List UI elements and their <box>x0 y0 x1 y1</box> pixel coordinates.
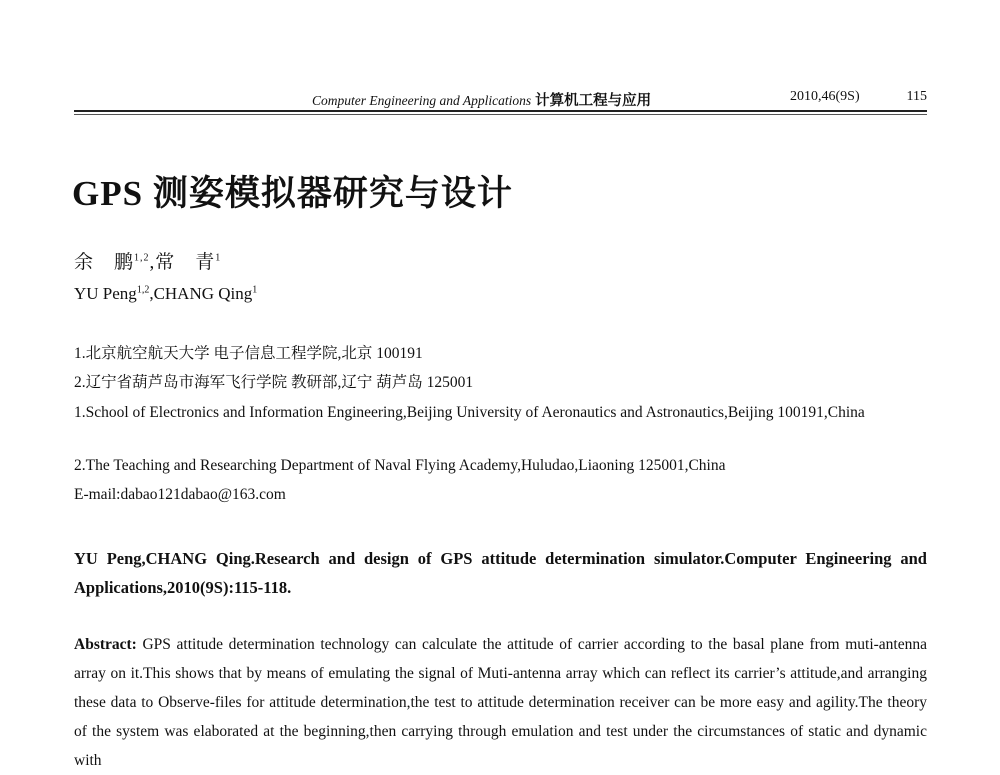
author1-en: YU Peng <box>74 284 137 303</box>
authors-en <box>74 284 257 304</box>
abstract <box>74 630 927 775</box>
affiliation-en-1: 1.School of Electronics and Information Engineering,Beijing University of Aeronautics and Astronautics,Beijing 100191,China <box>74 404 865 421</box>
abstract-label: Abstract: <box>74 636 137 653</box>
issue-info: 2010,46(9S) <box>790 89 860 104</box>
author2-cn-affil: 1 <box>215 252 222 264</box>
author2-cn: 常 青 <box>155 252 216 273</box>
affiliation-en-2: 2.The Teaching and Researching Department of Naval Flying Academy,Huludao,Liaoning 125001,China <box>74 457 726 474</box>
author2-en-affil: 1 <box>252 284 258 296</box>
email: E-mail:dabao121dabao@163.com <box>74 486 286 503</box>
paper-title: GPS 测姿模拟器研究与设计 <box>72 174 513 213</box>
author1-en-affil: 1,2 <box>136 284 150 296</box>
affiliation-cn-2: 2.辽宁省葫芦岛市海军飞行学院 教研部,辽宁 葫芦岛 125001 <box>74 374 474 391</box>
author2-en: CHANG Qing <box>153 284 253 303</box>
citation: YU Peng,CHANG Qing.Research and design of GPS attitude determination simulator.Computer Engineering and Applications,2010(9S):115-118. <box>74 549 927 597</box>
journal-name-en: Computer Engineering and Applications <box>312 93 532 108</box>
author-separator-en: , <box>149 284 154 303</box>
abstract-text: GPS attitude determination technology can calculate the attitude of carrier according to the basal plane from muti-antenna array on it.This shows that by means of emulating the signal of Muti-antenna array which can reflect its carrier’s attitude,and arranging these data to Observe-files for attitude determination,the test to attitude determination receiver can be more easy and agility.The theory of the system was elaborated at the beginning,then carrying through emulation and test under the circumstances of static and dynamic with <box>74 636 927 769</box>
affiliation-cn-1: 1.北京航空航天大学 电子信息工程学院,北京 100191 <box>74 345 423 362</box>
running-header <box>74 86 927 110</box>
header-rule <box>74 110 927 112</box>
author1-cn-affil: 1,2 <box>134 252 150 264</box>
journal-name-cn: 计算机工程与应用 <box>535 93 652 109</box>
author1-cn: 余 鹏 <box>74 252 135 273</box>
authors-cn <box>74 247 221 274</box>
page-number: 115 <box>906 89 927 104</box>
author-separator-cn: , <box>149 252 156 273</box>
journal-name <box>312 89 651 110</box>
header-rule-thin <box>74 114 927 115</box>
